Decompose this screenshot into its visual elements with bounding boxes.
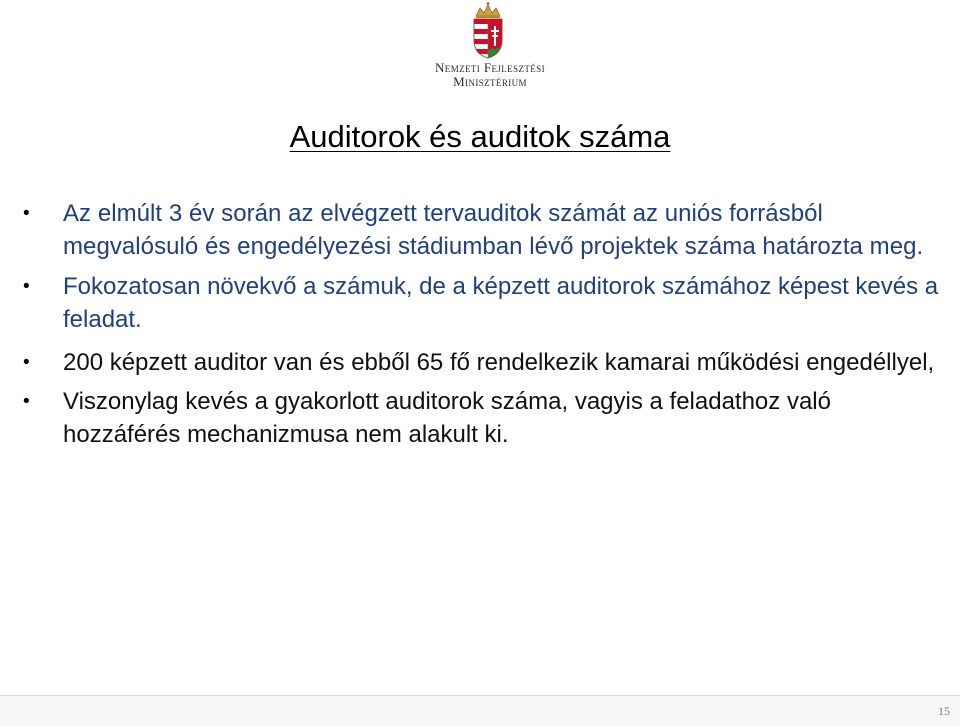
bullet-text: 200 képzett auditor van és ebből 65 fő rendelkezik kamarai működési engedéllyel, xyxy=(63,349,935,376)
page-number: 15 xyxy=(938,704,950,718)
bullet-icon: • xyxy=(23,352,30,373)
slide-title: Auditorok és auditok száma xyxy=(289,119,671,154)
ministry-name-line2: Minisztérium xyxy=(453,74,527,89)
footer-bar xyxy=(0,695,960,726)
hungarian-coat-of-arms-icon xyxy=(462,2,514,60)
bullet-text: Az elmúlt 3 év során az elvégzett tervauditok számát az uniós forrásból megvalósuló és engedélyezési stádiumban lévő projektek száma határozta meg. xyxy=(63,200,924,260)
bullet-icon: • xyxy=(23,391,30,412)
bullet-item xyxy=(0,385,960,451)
bullet-icon: • xyxy=(23,203,30,224)
ministry-logo xyxy=(420,0,560,96)
bullet-item xyxy=(0,197,960,263)
bullet-item xyxy=(0,270,960,336)
ministry-name xyxy=(420,61,560,89)
bullet-text: Fokozatosan növekvő a számuk, de a képzett auditorok számához képest kevés a feladat. xyxy=(63,273,939,333)
bullet-icon: • xyxy=(23,276,30,297)
ministry-name-line1: Nemzeti Fejlesztési xyxy=(435,60,545,75)
bullet-item xyxy=(0,346,960,379)
bullet-text: Viszonylag kevés a gyakorlott auditorok száma, vagyis a feladathoz való hozzáférés mechanizmusa nem alakult ki. xyxy=(63,388,831,448)
bullet-list xyxy=(0,197,960,451)
